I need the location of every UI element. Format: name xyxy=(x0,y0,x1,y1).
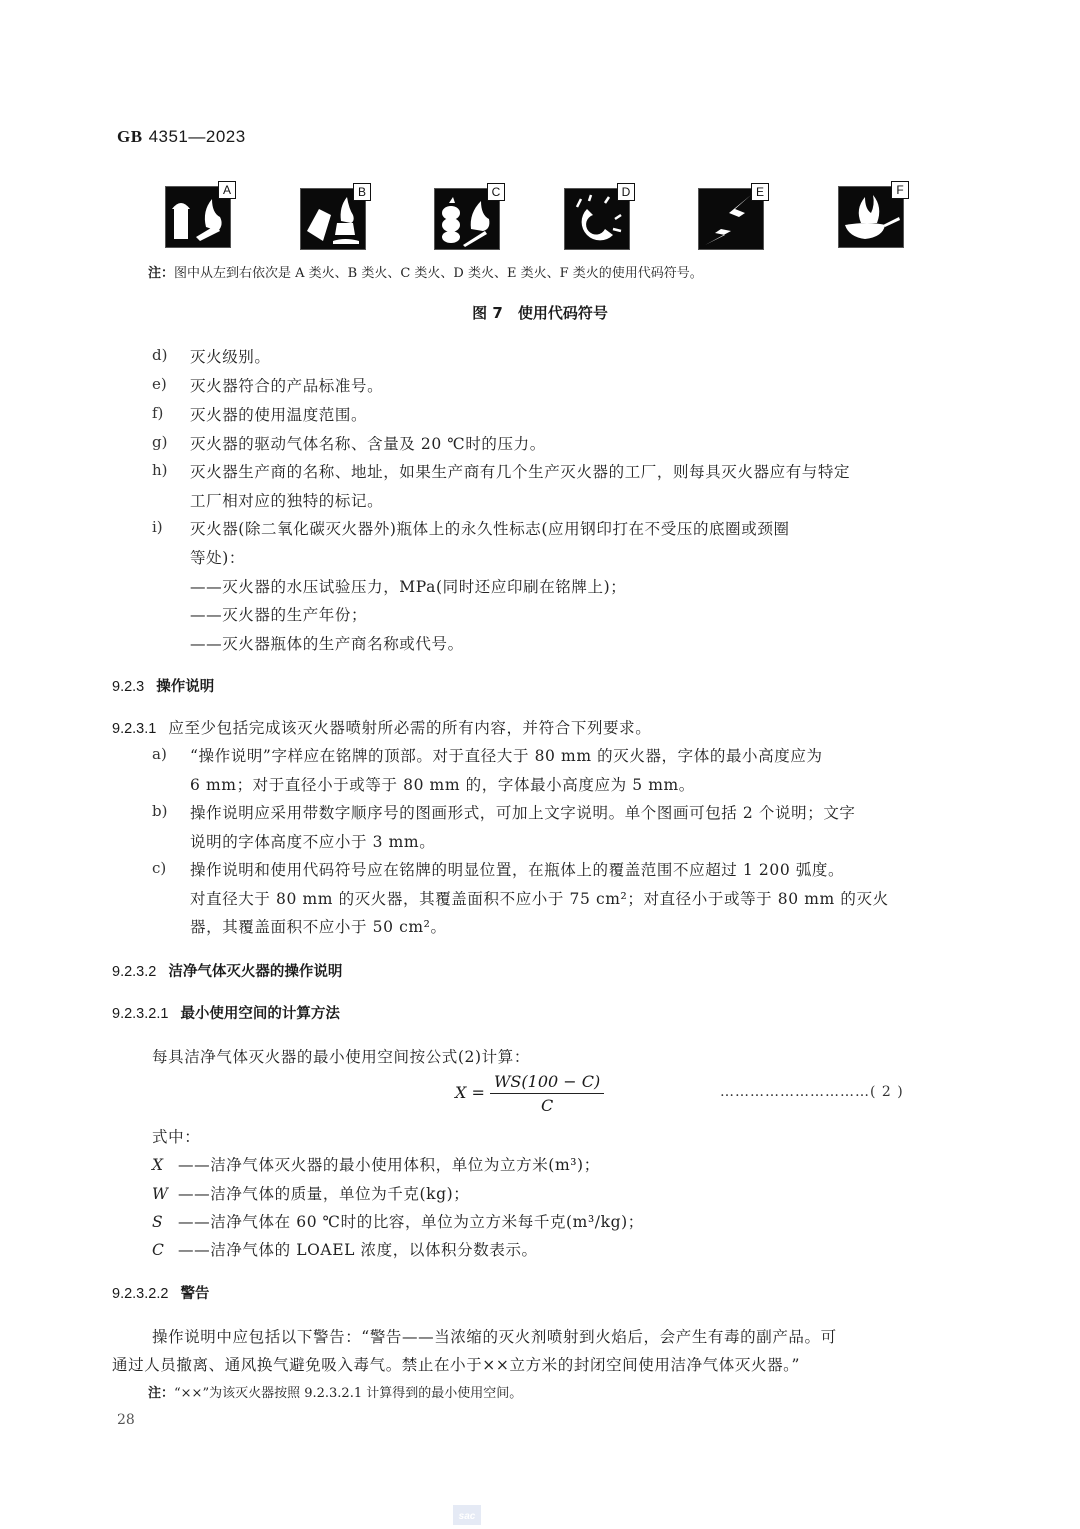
variable-symbol: W xyxy=(152,1185,169,1203)
list-text: “操作说明”字样应在铭牌的顶部。对于直径大于 80 mm 的灭火器，字体的最小高度应为 xyxy=(190,747,823,765)
icon-tag-d: D xyxy=(617,183,635,201)
variable-definition xyxy=(152,1182,469,1204)
clause-number: 9.2.3.1 xyxy=(112,721,157,737)
figure-caption: 图 7 使用代码符号 xyxy=(472,304,608,322)
where-label: 式中： xyxy=(152,1128,201,1146)
standard-prefix: GB xyxy=(117,127,143,146)
dash-item: ——灭火器瓶体的生产商名称或代号。 xyxy=(190,635,464,653)
list-text: 灭火器符合的产品标准号。 xyxy=(190,377,384,395)
warning-text: 通过人员撤离、通风换气避免吸入毒气。禁止在小于××立方米的封闭空间使用洁净气体灭火器。” xyxy=(112,1356,801,1374)
dash-item: ——灭火器的生产年份； xyxy=(190,606,368,624)
figure-note xyxy=(148,262,703,281)
section-number: 9.2.3.2 xyxy=(112,964,157,980)
note-text: “××”为该灭火器按照 9.2.3.2.1 计算得到的最小使用空间。 xyxy=(174,1386,523,1401)
list-text: 灭火器生产商的名称、地址，如果生产商有几个生产灭火器的工厂，则每具灭火器应有与特定 xyxy=(190,463,851,481)
class-e-fire-icon xyxy=(698,185,764,250)
list-text: 操作说明和使用代码符号应在铭牌的明显位置，在瓶体上的覆盖范围不应超过 1 200 弧度。 xyxy=(190,861,845,879)
note-text: 图中从左到右依次是 A 类火、B 类火、C 类火、D 类火、E 类火、F 类火的使用代码符号。 xyxy=(174,266,703,281)
formula-equals: = xyxy=(471,1083,485,1102)
formula-numerator: WS(100 − C) xyxy=(490,1072,604,1094)
class-f-fire-icon xyxy=(838,183,904,248)
clause-9-2-3-1 xyxy=(112,716,651,738)
formula-lhs: X xyxy=(455,1083,467,1102)
icon-tag-c: C xyxy=(487,183,505,201)
icon-tag-a: A xyxy=(218,181,236,199)
standard-code xyxy=(117,127,246,147)
sac-watermark-logo: sac xyxy=(453,1505,481,1525)
list-text: 说明的字体高度不应小于 3 mm。 xyxy=(190,833,436,851)
section-title: 操作说明 xyxy=(156,679,215,695)
list-marker: a) xyxy=(152,745,167,763)
variable-definition xyxy=(152,1153,600,1175)
note-label: 注： xyxy=(148,266,175,281)
variable-definition xyxy=(152,1238,538,1260)
class-c-fire-icon xyxy=(434,185,501,250)
variable-definition xyxy=(152,1210,644,1232)
list-marker: h) xyxy=(152,461,168,479)
section-heading-9-2-3-2-2 xyxy=(112,1282,209,1303)
icon-tag-f: F xyxy=(891,181,909,199)
section-number: 9.2.3.2.1 xyxy=(112,1006,169,1022)
variable-symbol: X xyxy=(152,1156,164,1174)
list-marker: i) xyxy=(152,518,163,536)
formula-fraction xyxy=(490,1072,604,1115)
section-heading-9-2-3 xyxy=(112,675,214,696)
formula-intro: 每具洁净气体灭火器的最小使用空间按公式(2)计算： xyxy=(152,1048,530,1066)
class-d-fire-icon xyxy=(564,185,631,250)
formula-denominator: C xyxy=(540,1096,554,1115)
icon-tag-b: B xyxy=(353,183,371,201)
list-marker: f) xyxy=(152,404,164,422)
section-title: 警告 xyxy=(180,1286,210,1302)
list-text: 灭火器的驱动气体名称、含量及 20 ℃时的压力。 xyxy=(190,435,546,453)
equation-label: ( 2 ) xyxy=(870,1084,904,1100)
list-marker: e) xyxy=(152,375,167,393)
variable-desc: ——洁净气体灭火器的最小使用体积，单位为立方米(m³)； xyxy=(178,1156,600,1174)
list-text: 灭火级别。 xyxy=(190,348,271,366)
list-marker: b) xyxy=(152,802,168,820)
section-title: 洁净气体灭火器的操作说明 xyxy=(168,964,343,980)
list-text: 对直径大于 80 mm 的灭火器，其覆盖面积不应小于 75 cm²；对直径小于或等于 80 mm 的灭火 xyxy=(190,890,889,908)
list-marker: g) xyxy=(152,433,168,451)
variable-desc: ——洁净气体的 LOAEL 浓度，以体积分数表示。 xyxy=(178,1241,538,1259)
warning-text: 操作说明中应包括以下警告：“警告——当浓缩的灭火剂喷射到火焰后，会产生有毒的副产品。可 xyxy=(152,1328,837,1346)
clause-text: 应至少包括完成该灭火器喷射所必需的所有内容，并符合下列要求。 xyxy=(168,719,652,737)
class-b-fire-icon xyxy=(300,185,366,250)
list-text: 6 mm；对于直径小于或等于 80 mm 的，字体最小高度应为 5 mm。 xyxy=(190,776,695,794)
section-heading-9-2-3-2 xyxy=(112,960,342,981)
list-marker: c) xyxy=(152,859,167,877)
formula-2 xyxy=(455,1072,604,1115)
variable-desc: ——洁净气体的质量，单位为千克(kg)； xyxy=(178,1185,470,1203)
dash-item: ——灭火器的水压试验压力，MPa(同时还应印刷在铭牌上)； xyxy=(190,578,627,596)
list-text: 操作说明应采用带数字顺序号的图画形式，可加上文字说明。单个图画可包括 2 个说明；文字 xyxy=(190,804,856,822)
variable-symbol: S xyxy=(152,1213,164,1231)
section-number: 9.2.3 xyxy=(112,679,145,695)
equation-number xyxy=(720,1084,904,1100)
section-heading-9-2-3-2-1 xyxy=(112,1002,340,1023)
equation-leader: ………………………… xyxy=(720,1084,870,1100)
variable-desc: ——洁净气体在 60 ℃时的比容，单位为立方米每千克(m³/kg)； xyxy=(178,1213,644,1231)
page-number: 28 xyxy=(117,1412,135,1428)
variable-symbol: C xyxy=(152,1241,165,1259)
icon-tag-e: E xyxy=(751,183,769,201)
list-text: 等处)： xyxy=(190,549,245,567)
section-title: 最小使用空间的计算方法 xyxy=(180,1006,340,1022)
note-label: 注： xyxy=(148,1386,175,1401)
list-marker: d) xyxy=(152,346,168,364)
class-a-fire-icon xyxy=(165,183,231,248)
section-number: 9.2.3.2.2 xyxy=(112,1286,169,1302)
list-text: 器，其覆盖面积不应小于 50 cm²。 xyxy=(190,918,447,936)
list-text: 灭火器(除二氧化碳灭火器外)瓶体上的永久性标志(应用钢印打在不受压的底圈或颈圈 xyxy=(190,520,790,538)
warning-note xyxy=(148,1382,522,1401)
list-text: 工厂相对应的独特的标记。 xyxy=(190,492,384,510)
standard-number: 4351—2023 xyxy=(148,127,246,146)
list-text: 灭火器的使用温度范围。 xyxy=(190,406,368,424)
